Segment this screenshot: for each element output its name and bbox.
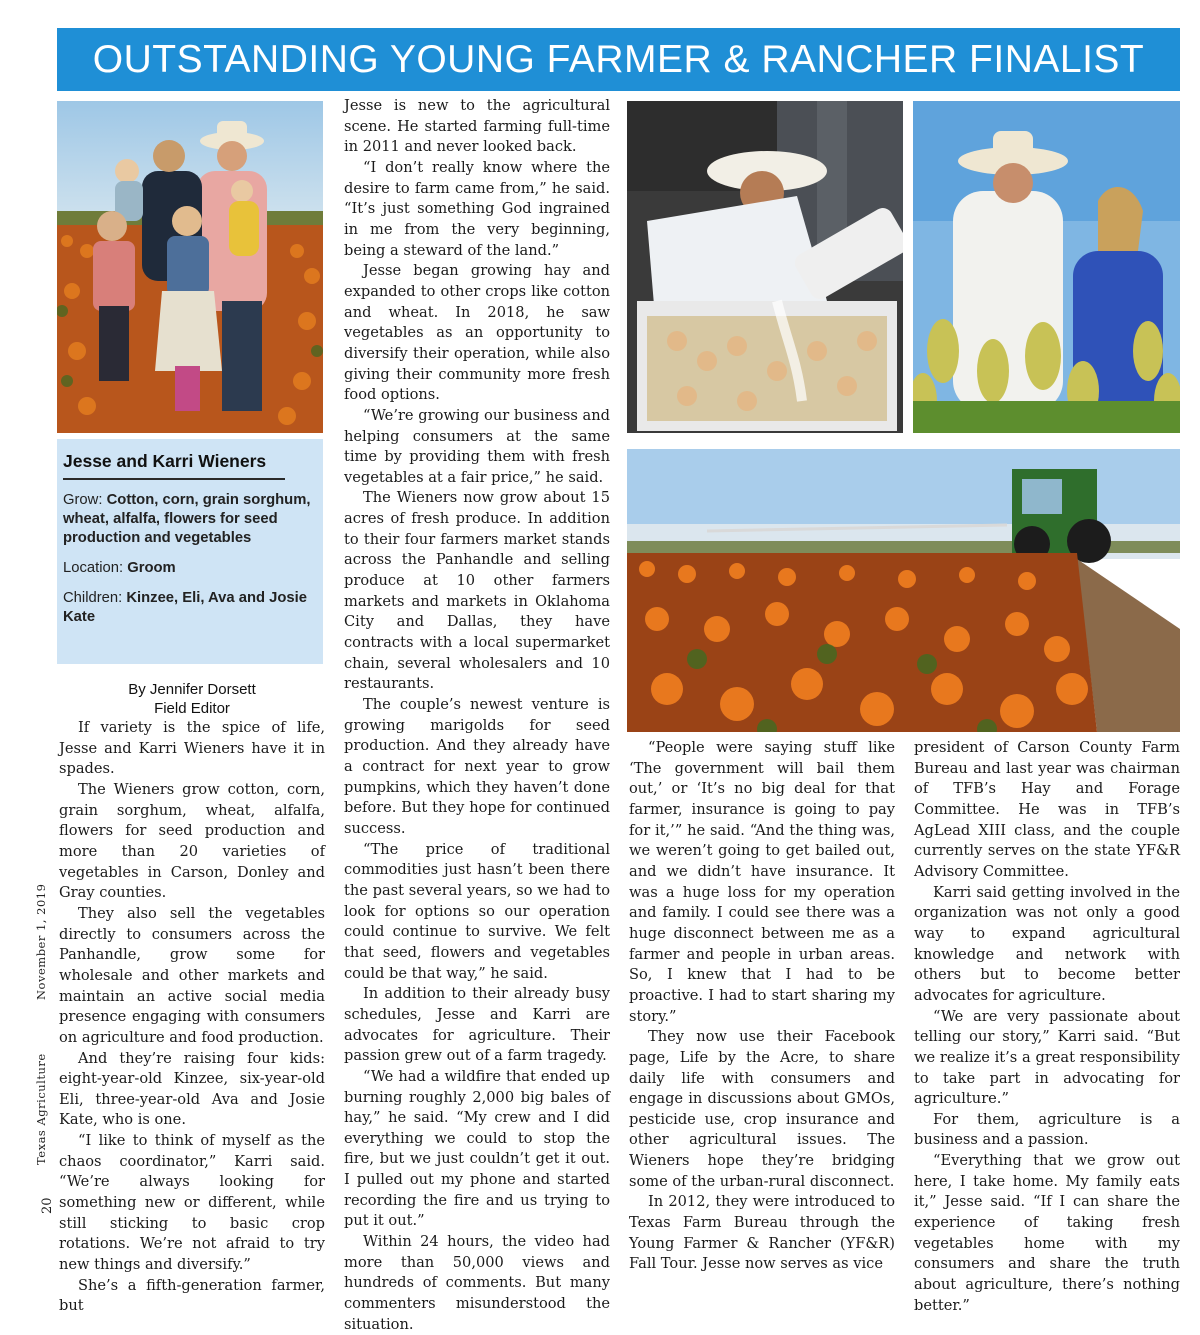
paragraph: The couple’s newest venture is growing marigolds for seed production. And they already have a contract for next year to grow pumpkins, which they haven’t done before. But they hope for continued success.	[344, 696, 610, 837]
paragraph: For them, agriculture is a business and a passion.	[914, 1110, 1180, 1149]
children-row	[63, 589, 317, 627]
paragraph: Jesse began growing hay and expanded to other crops like cotton and wheat. In 2018, he saw vegetables as an opportunity to diversify their operation, while also giving their community more fresh food options.	[344, 262, 610, 404]
paragraph: “We had a wildfire that ended up burning roughly 2,000 big bales of hay,” he said. “My crew and I did everything we could to stop the fire, but we just couldn’t get it out. I pulled out my phone and started recording the fire and us trying to put it out.”	[344, 1067, 610, 1230]
children-label: Children:	[63, 590, 123, 606]
location-value: Groom	[127, 560, 176, 576]
issue-date: November 1, 2019	[34, 883, 48, 1000]
paragraph: “People were saying stuff like ‘The government will bail them out,’ or ‘It’s no big deal for that farmer, insurance is going to pay for it,’” he said. “And the thing was, we weren’t going to get bailed out, and we didn’t have insurance. It was a huge loss for my operation and family. I could see there was a huge disconnect between me as a farmer and people in urban areas. So, I knew that I had to be proactive. I had to start sharing my story.”	[629, 739, 895, 1025]
author: By Jennifer Dorsett	[128, 681, 256, 698]
byline	[42, 680, 342, 718]
paragraph: They now use their Facebook page, Life by the Acre, to share daily life with consumers and engage in discussions about GMOs, pesticide use, crop insurance and other agricultural issues. The Wieners hope they’re bridging some of the urban-rural disconnect.	[629, 1028, 895, 1190]
paragraph: The Wieners grow cotton, corn, grain sorghum, wheat, alfalfa, flowers for seed production and more than 20 varieties of vegetables in Carson, Donley and Gray counties.	[59, 780, 325, 902]
paragraph: “The price of traditional commodities just hasn’t been there the past several years, so we had to look for options so our operation could continue to survive. We felt that seed, flowers and vegetables could be that way,” he said.	[344, 840, 610, 982]
paragraph: And they’re raising four kids: eight-year-old Kinzee, six-year-old Eli, three-year-old Ava and Josie Kate, who is one.	[59, 1049, 325, 1129]
grow-label: Grow:	[63, 492, 103, 508]
article-column-2	[344, 96, 610, 1335]
page-number: 20	[40, 1197, 55, 1214]
sorghum-photo	[913, 101, 1180, 433]
paragraph: In addition to their already busy schedules, Jesse and Karri are advocates for agriculture. Their passion grew out of a farm tragedy.	[344, 985, 610, 1065]
paragraph: “I like to think of myself as the chaos coordinator,” Karri said. “We’re always looking for something new or different, while still sticking to basic crop rotations. We’re not afraid to try new things and diversify.”	[59, 1132, 325, 1274]
author-role: Field Editor	[154, 700, 230, 717]
grow-row	[63, 491, 317, 548]
paragraph: “We’re growing our business and helping consumers at the same time by providing them with fresh vegetables at a fair price,” he said.	[344, 406, 610, 486]
article-column-4	[914, 738, 1180, 1316]
paragraph: If variety is the spice of life, Jesse and Karri Wieners have it in spades.	[59, 719, 325, 778]
family-photo	[57, 101, 323, 433]
headline-banner	[57, 28, 1180, 91]
location-label: Location:	[63, 560, 124, 576]
paragraph: “We are very passionate about telling our story,” Karri said. “But we realize it’s a great responsibility to take part in advocating for agriculture.”	[914, 1007, 1180, 1108]
paragraph: She’s a fifth-generation farmer, but	[59, 1276, 325, 1315]
article-column-3	[629, 738, 895, 1275]
paragraph: The Wieners now grow about 15 acres of fresh produce. In addition to their four farmers market stands across the Panhandle and selling produce at 10 other farmers markets and markets in Oklahoma City and Dallas, they have contracts with a local supermarket chain, several wholesalers and 10 restaurants.	[344, 489, 610, 693]
grow-value: Cotton, corn, grain sorghum, wheat, alfalfa, flowers for seed production and vegetables	[63, 492, 311, 546]
paragraph: Karri said getting involved in the organization was not only a good way to expand agricultural knowledge and network with others but to become better advocates for agriculture.	[914, 883, 1180, 1004]
publication-name: Texas Agriculture	[34, 1053, 48, 1165]
paragraph: They also sell the vegetables directly to consumers across the Panhandle, grow some for wholesale and other markets and maintain an active social media presence engaging with consumers on agriculture and food production.	[59, 904, 325, 1046]
paragraph: In 2012, they were introduced to Texas Farm Bureau through the Young Farmer & Rancher (YF&R) Fall Tour. Jesse now serves as vice	[629, 1193, 895, 1273]
paragraph: Jesse is new to the agricultural scene. He started farming full-time in 2011 and never looked back.	[344, 97, 610, 156]
headline: OUTSTANDING YOUNG FARMER & RANCHER FINALIST	[92, 37, 1145, 81]
location-row	[63, 559, 317, 578]
paragraph: Within 24 hours, the video had more than 50,000 views and hundreds of comments. But many commenters misunderstood the situation.	[344, 1233, 610, 1333]
profile-title: Jesse and Karri Wieners	[63, 451, 285, 480]
paragraph: president of Carson County Farm Bureau and last year was chairman of TFB’s Hay and Forage Committee. He was in TFB’s AgLead XIII class, and the couple currently serves on the state YF&R Advisory Committee.	[914, 739, 1180, 880]
article-column-1	[59, 718, 325, 1317]
paragraph: “Everything that we grow out here, I take home. My family eats it,” Jesse said. “If I can share the experience of taking fresh vegetables home with my consumers and share the truth about agriculture, there’s nothing better.”	[914, 1152, 1180, 1314]
children-value: Kinzee, Eli, Ava and Josie Kate	[63, 590, 307, 625]
washing-produce-photo	[627, 101, 903, 433]
tractor-marigold-photo	[627, 449, 1180, 732]
paragraph: “I don’t really know where the desire to farm came from,” he said. “It’s just something God ingrained in me from the very beginning, being a steward of the land.”	[344, 158, 610, 259]
farmer-profile-box	[57, 439, 323, 664]
